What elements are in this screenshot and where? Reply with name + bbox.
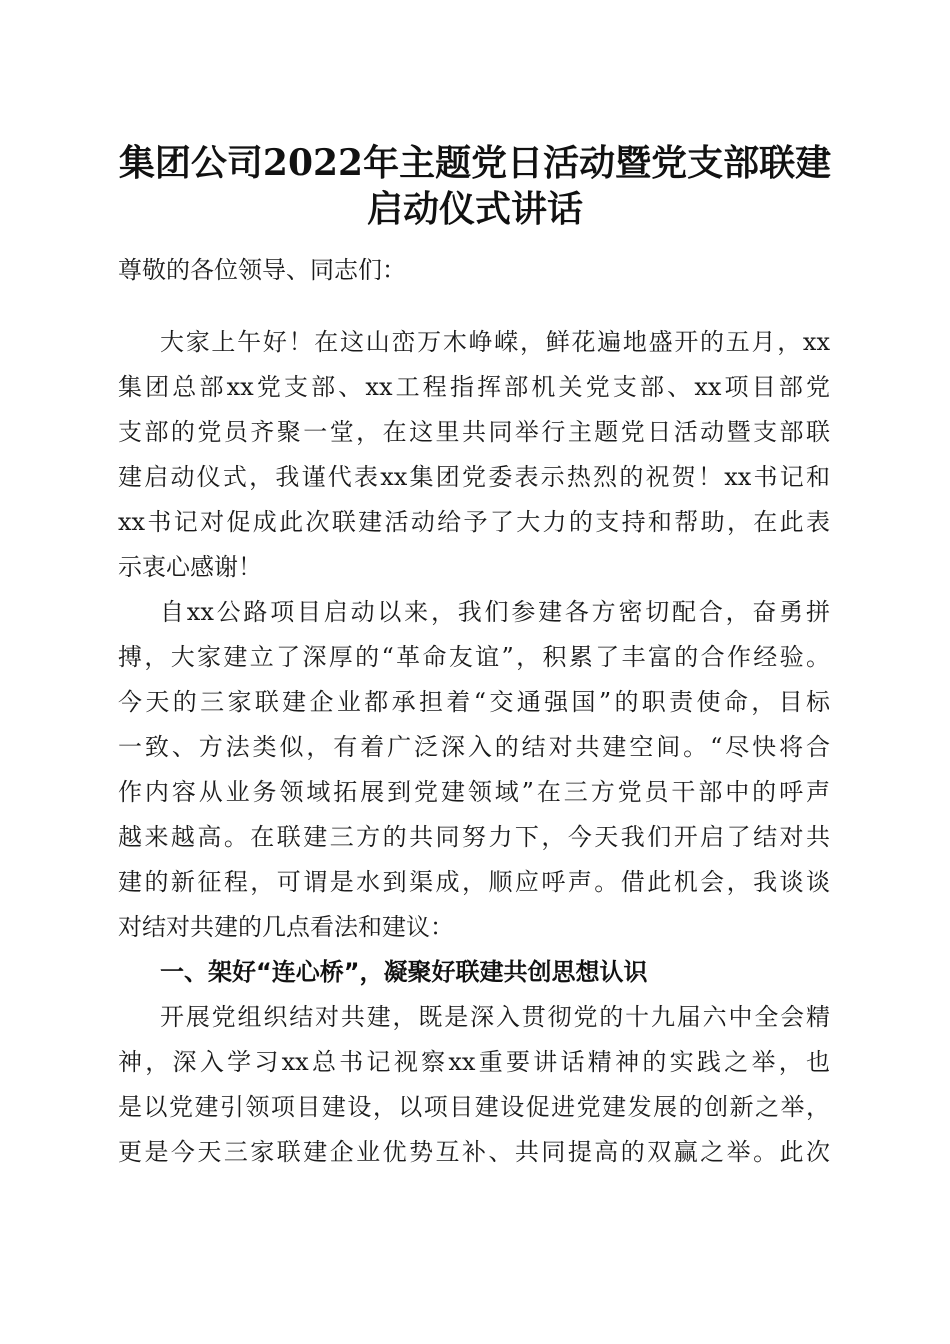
paragraph-1-line-2: 集团总部xx党支部、xx工程指挥部机关党支部、xx项目部党 (118, 373, 830, 401)
paragraph-2-line-7: 建的新征程，可谓是水到渠成，顺应呼声。借此机会，我谈谈 (118, 868, 830, 896)
paragraph-2-line-4: 一致、方法类似，有着广泛深入的结对共建空间。“尽快将合 (118, 733, 830, 761)
paragraph-2-line-5: 作内容从业务领域拓展到党建领域”在三方党员干部中的呼声 (118, 778, 830, 806)
paragraph-3-line-4: 更是今天三家联建企业优势互补、共同提高的双赢之举。此次 (118, 1138, 830, 1166)
document-title-line-1: 集团公司2022年主题党日活动暨党支部联建 (118, 142, 832, 184)
paragraph-3-line-2: 神，深入学习xx总书记视察xx重要讲话精神的实践之举，也 (118, 1048, 830, 1076)
paragraph-1-line-3: 支部的党员齐聚一堂，在这里共同举行主题党日活动暨支部联 (118, 418, 830, 446)
paragraph-2-line-8: 对结对共建的几点看法和建议： (118, 913, 454, 941)
paragraph-1-line-1: 大家上午好！在这山峦万木峥嵘，鲜花遍地盛开的五月，xx (160, 328, 830, 356)
paragraph-1-line-6: 示衷心感谢！ (118, 553, 262, 581)
paragraph-2-line-6: 越来越高。在联建三方的共同努力下，今天我们开启了结对共 (118, 823, 830, 851)
section-1-heading: 一、架好“连心桥”，凝聚好联建共创思想认识 (160, 958, 648, 986)
paragraph-1-line-4: 建启动仪式，我谨代表xx集团党委表示热烈的祝贺！xx书记和 (118, 463, 830, 491)
document-title-line-2: 启动仪式讲话 (366, 188, 583, 230)
salutation: 尊敬的各位领导、同志们： (118, 256, 406, 284)
paragraph-3-line-1: 开展党组织结对共建，既是深入贯彻党的十九届六中全会精 (160, 1003, 830, 1031)
paragraph-2-line-1: 自xx公路项目启动以来，我们参建各方密切配合，奋勇拼 (160, 598, 830, 626)
paragraph-1-line-5: xx书记对促成此次联建活动给予了大力的支持和帮助，在此表 (118, 508, 830, 536)
paragraph-2-line-3: 今天的三家联建企业都承担着“交通强国”的职责使命，目标 (118, 688, 830, 716)
paragraph-2-line-2: 搏，大家建立了深厚的“革命友谊”，积累了丰富的合作经验。 (118, 643, 830, 671)
paragraph-3-line-3: 是以党建引领项目建设，以项目建设促进党建发展的创新之举， (118, 1093, 830, 1121)
